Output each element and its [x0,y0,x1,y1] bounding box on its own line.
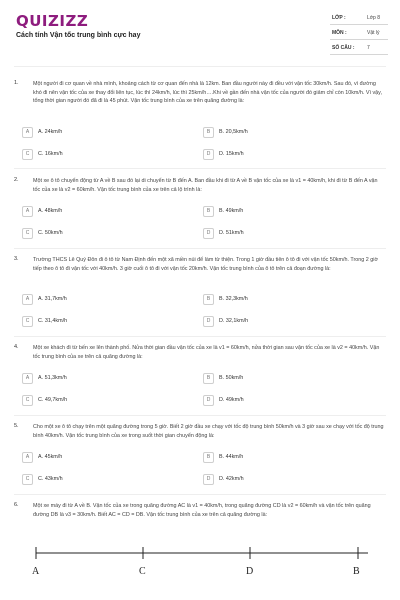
meta-subject-value: Vật lý [367,30,380,36]
option-d[interactable] [203,315,363,328]
quizizz-logo: QUIZIZZ [16,12,89,30]
question-divider [14,336,386,337]
question-divider [14,415,386,416]
option-a[interactable] [22,451,182,464]
option-letter-box: C [22,316,33,327]
option-text: D. 15km/h [219,151,244,157]
page-title: Cách tính Vận tốc trung bình cực hay [16,32,141,39]
question-divider [14,494,386,495]
option-letter-box: C [22,149,33,160]
meta-count-label: SỐ CÂU : [332,45,355,51]
meta-class-label: LỚP : [332,15,346,21]
point-label-d: D [246,566,254,577]
option-c[interactable] [22,148,182,161]
option-text: A. 45km/h [38,454,63,460]
header-divider [14,66,386,67]
option-c[interactable] [22,473,182,486]
option-letter-box: C [22,474,33,485]
question-text: Trường THCS Lê Quý Đôn đi ô tô từ Nam Định đến một xã miền núi để làm từ thiện. Trong 1 giờ đầu tiên ô tô đi với vận tốc 50km/h. Trong 2 giờ tiếp theo ô tô đi vận tốc với 40km/h. 3 giờ cuối ô tô đi với vận tốc 20km/h. Vận tốc trung bình của ô tô trên cả đoạn đường là: [33,257,378,272]
option-text: B. 20,5km/h [219,129,248,135]
meta-subject [330,27,388,40]
option-b[interactable] [203,126,363,139]
option-text: A. 48km/h [38,208,63,214]
question-number: 1. [14,80,19,86]
option-letter-box: A [22,127,33,138]
option-letter-box: C [22,228,33,239]
option-letter-box: D [203,228,214,239]
option-b[interactable] [203,293,363,306]
option-letter-box: B [203,294,214,305]
option-letter-box: A [22,294,33,305]
option-c[interactable] [22,315,182,328]
question-number: 5. [14,423,19,429]
question-divider [14,168,386,169]
question-divider [14,248,386,249]
option-letter-box: D [203,316,214,327]
option-text: D. 49km/h [219,397,244,403]
option-text: B. 49km/h [219,208,244,214]
option-text: B. 50km/h [219,375,244,381]
option-letter-box: B [203,373,214,384]
option-text: D. 42km/h [219,476,244,482]
question-text: Một xe ô tô chuyển động từ A về B sau đó lại di chuyển từ B đến A. Ban đầu khi đi từ A về B vận tốc của xe là v1 = 40km/h, khi đi từ B đến A vận tốc của xe là v2 = 60km/h. Vận tốc trung bình của xe trên cả lộ trình là: [33,178,378,193]
option-a[interactable] [22,126,182,139]
option-text: C. 50km/h [38,230,63,236]
meta-class-value: Lớp 8 [367,15,381,21]
option-a[interactable] [22,372,182,385]
point-label-a: A [32,566,40,577]
option-letter-box: A [22,452,33,463]
option-letter-box: C [22,395,33,406]
option-d[interactable] [203,473,363,486]
question-number: 2. [14,177,19,183]
option-text: A. 24km/h [38,129,63,135]
option-letter-box: D [203,395,214,406]
option-letter-box: B [203,206,214,217]
question-text: Một xe khách đi từ bến xe lên thành phố. Nửa thời gian đầu vận tốc của xe là v1 = 60km/h, nửa thời gian sau vận tốc của xe là v2 = 40km/h. Vận tốc trung bình của xe trên cả quãng đường là: [33,345,380,360]
option-letter-box: B [203,127,214,138]
option-text: C. 31,4km/h [38,318,68,324]
option-letter-box: B [203,452,214,463]
question-number: 6. [14,502,19,508]
option-text: C. 43km/h [38,476,63,482]
option-text: C. 16km/h [38,151,63,157]
point-label-b: B [353,566,360,577]
option-b[interactable] [203,205,363,218]
option-text: D. 51km/h [219,230,244,236]
option-text: A. 31,7km/h [38,296,67,302]
option-d[interactable] [203,394,363,407]
option-letter-box: D [203,149,214,160]
option-b[interactable] [203,451,363,464]
option-text: A. 51,3km/h [38,375,67,381]
option-a[interactable] [22,293,182,306]
option-c[interactable] [22,394,182,407]
question-text: Cho một xe ô tô chạy trên một quãng đường trong 5 giờ. Biết 2 giờ đầu xe chạy với tốc độ trung bình 50km/h và 3 giờ sau xe chạy với tốc độ trung bình 40km/h. Vận tốc trung bình của xe trong suốt thời gian chuyển động là: [33,424,384,439]
meta-question-count [330,42,388,55]
option-a[interactable] [22,205,182,218]
option-c[interactable] [22,227,182,240]
option-letter-box: A [22,373,33,384]
option-letter-box: D [203,474,214,485]
segment-diagram [28,540,378,580]
question-number: 3. [14,256,19,262]
question-number: 4. [14,344,19,350]
option-b[interactable] [203,372,363,385]
option-text: D. 32,1km/h [219,318,249,324]
option-text: B. 44km/h [219,454,244,460]
point-label-c: C [139,566,146,577]
question-text: Một người đi cơ quan về nhà mình, khoảng cách từ cơ quan đến nhà là 12km. Ban đầu người này đi đều với vận tốc 30km/h. Sau đó, vì đường khó đi nên vận tốc của xe thay đổi liên tục, lúc thì 24km/h, lúc thì 25km/h….Khi về gần đến nhà vận tốc của người đó giảm chỉ còn 10km/h. Vì vậy, tổng thời gian người đó đã đi là 45 phút. Vận tốc trung bình của xe trên quãng đường là: [33,81,382,105]
meta-subject-label: MÔN : [332,30,347,36]
option-text: B. 32,3km/h [219,296,248,302]
option-d[interactable] [203,227,363,240]
question-text: Một xe máy đi từ A về B. Vận tốc của xe trong quãng đường AC là v1 = 40km/h, trong quãng đường CD là v2 = 60km/h và vận tốc trên quãng đường DB là v3 = 30km/h. Biết AC = CD = DB. Vận tốc trung bình của xe trên cả quãng đường là: [33,503,371,518]
option-text: C. 49,7km/h [38,397,68,403]
option-letter-box: A [22,206,33,217]
segment-line [28,540,378,580]
page-header [0,0,400,62]
meta-class [330,12,388,25]
option-d[interactable] [203,148,363,161]
meta-count-value: 7 [367,45,370,51]
